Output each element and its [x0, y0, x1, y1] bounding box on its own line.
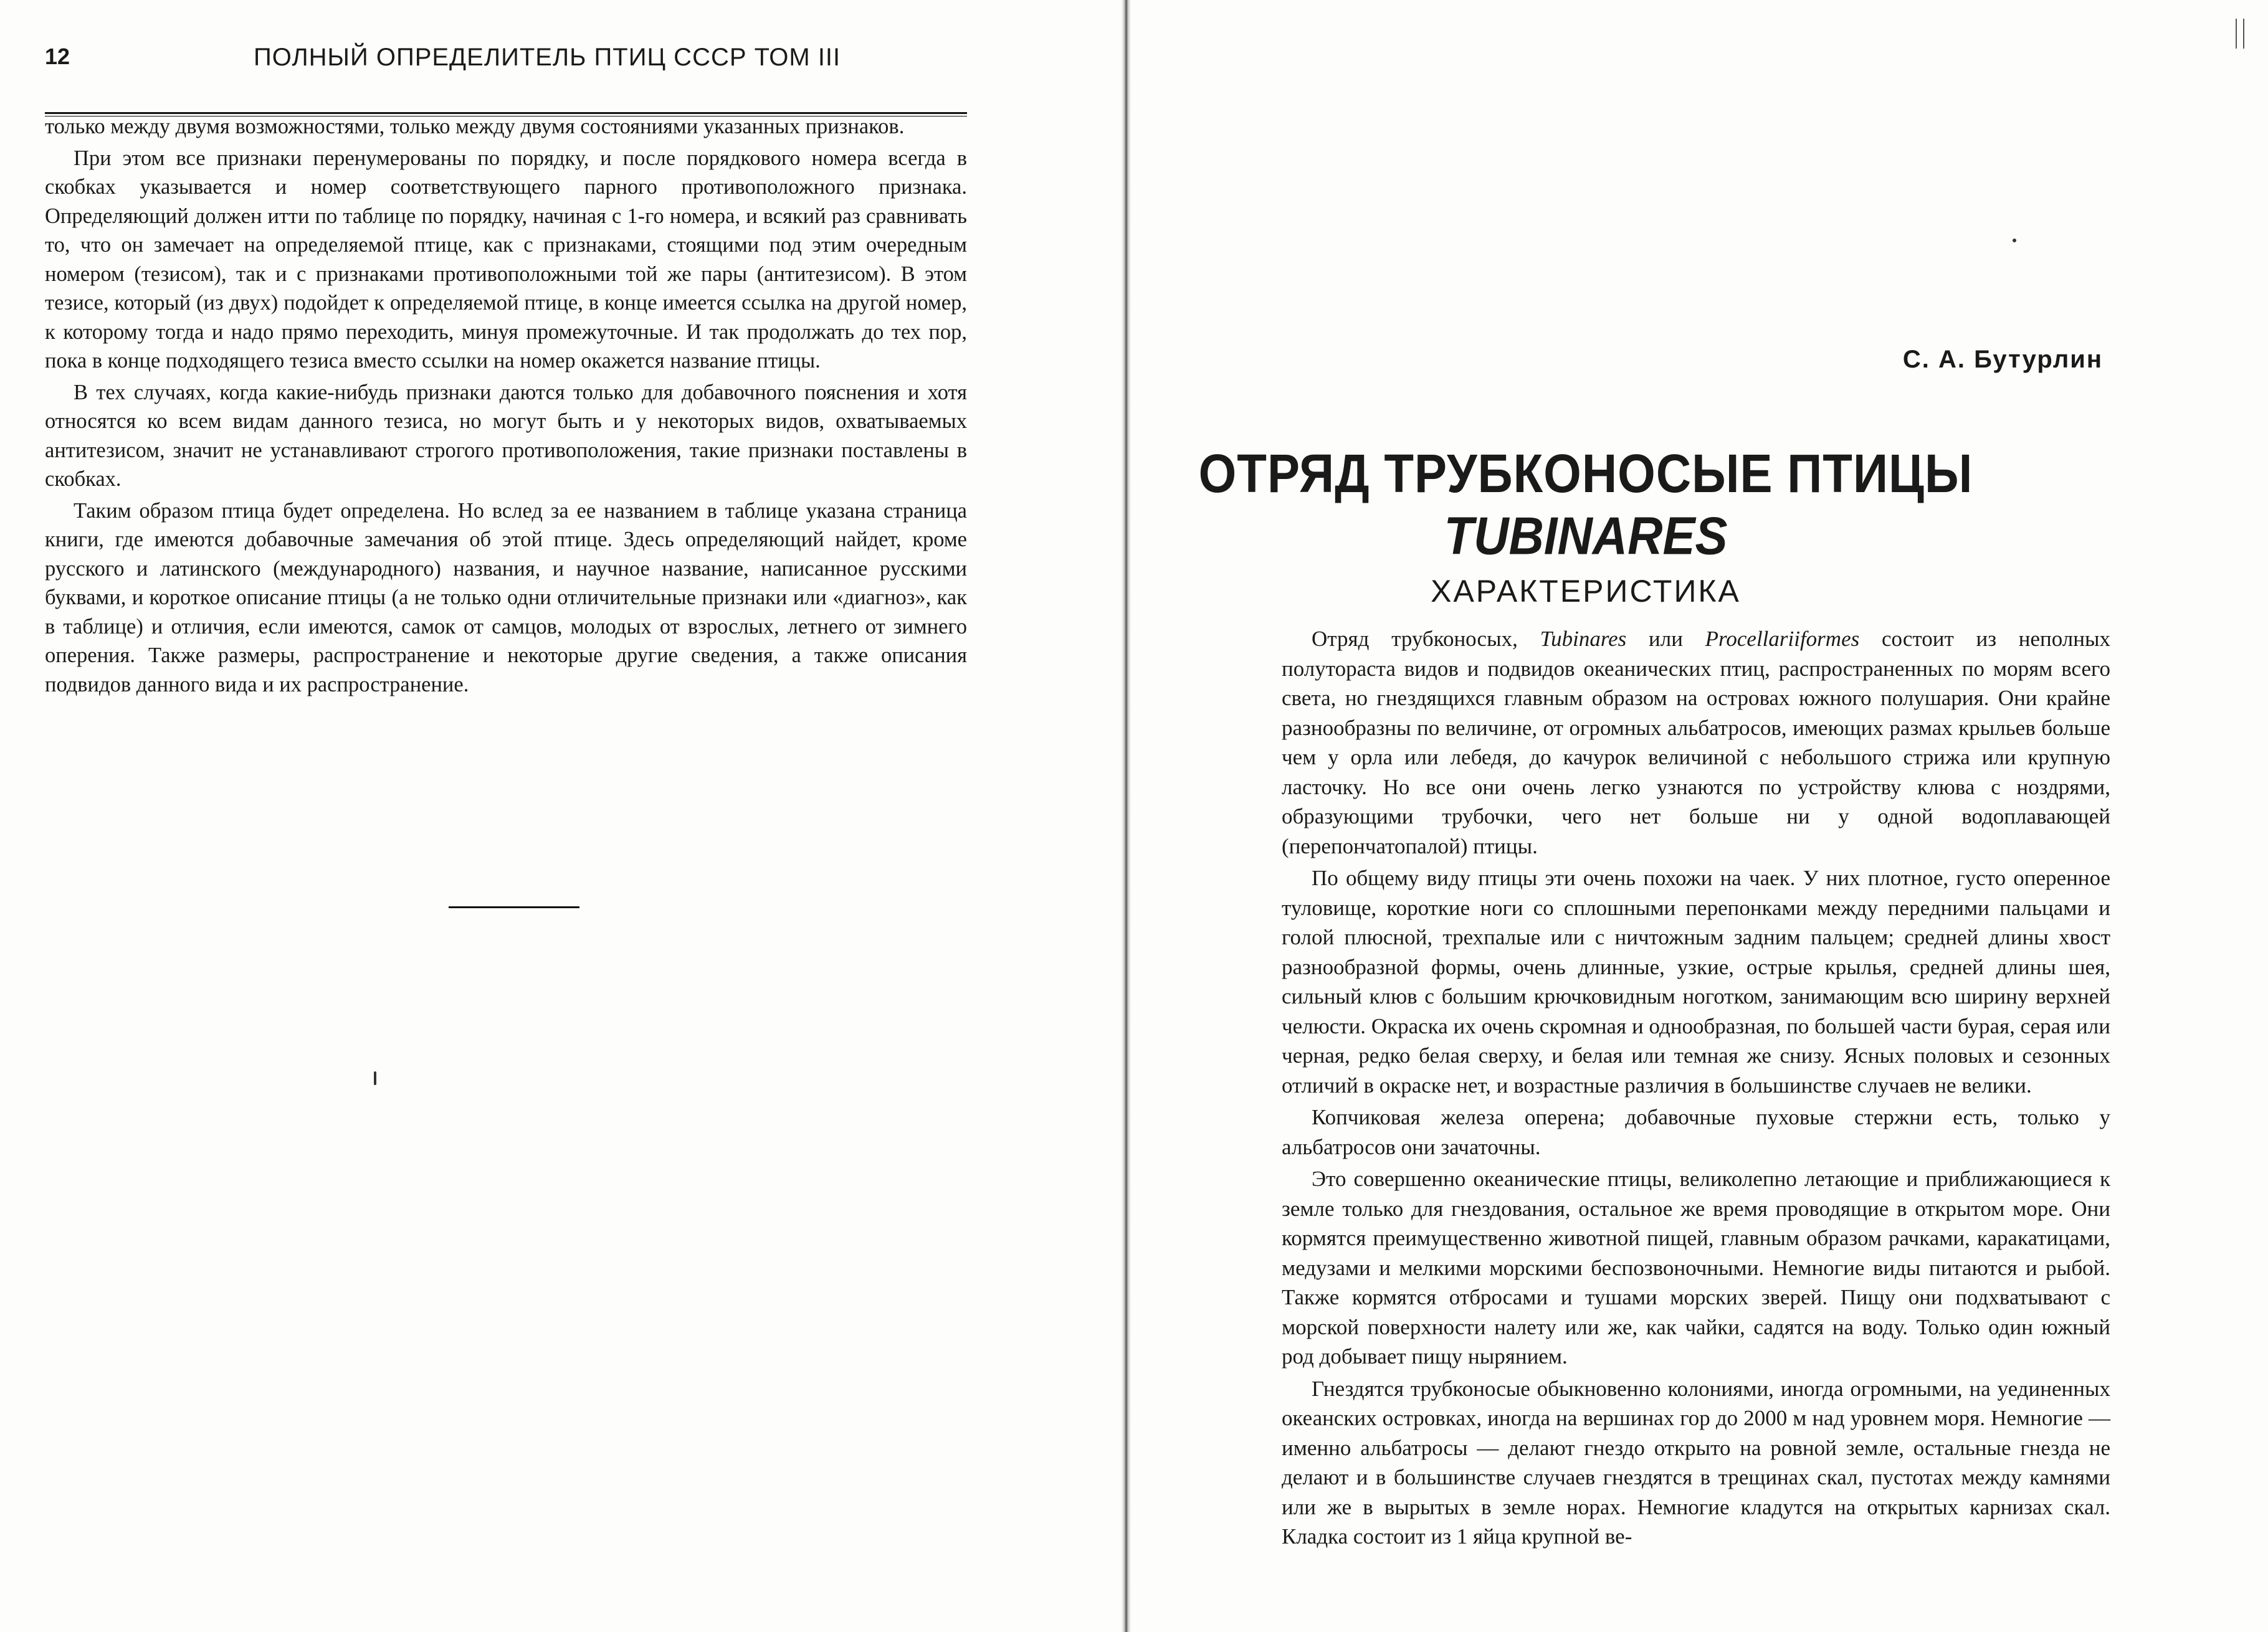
paragraph: Гнездятся трубконосые обыкновенно колониями, иногда огромными, на уединенных океанских островках, иногда на вершинах гор до 2000 м над уровнем моря. Немногие — именно альбатросы — делают гнездо открыто на ровной земле, остальные гнезда не делают и в большинстве случаев гнездятся в трещинах скал, пустотах между камнями или же в вырытых в земле норах. Немногие кладутся на открытых карнизах скал. Кладка состоит из 1 яйца крупной ве- — [1282, 1376, 2110, 1549]
scan-corner-mark — [2236, 19, 2244, 49]
paragraph: только между двумя возможностями, только между двумя состояниями указанных признаков. — [45, 115, 905, 138]
right-page — [1131, 0, 2268, 1632]
latin-term: Procellariiformes — [1705, 627, 1860, 651]
paragraph — [1282, 624, 2110, 861]
right-body-text — [1282, 624, 2110, 1554]
paragraph: Таким образом птица будет определена. Но вслед за ее названием в таблице указана страница книги, где имеются добавочные замечания об этой птице. Здесь определяющий найдет, кроме русского и латинского (международного) названия, и научное название, написанное русскими буквами, и короткое описание птицы (а не только одни отличительные признаки или «диагноз», как в таблице) и отличия, если имеются, самок от самцов, молодых от взрослых, летнего от зимнего оперения. Также размеры, распространение и некоторые другие сведения, а также описания подвидов данного вида и их распространение. — [45, 498, 967, 696]
paragraph: В тех случаях, когда какие-нибудь признаки даются только для добавочного пояснения и хотя относятся ко всем видам данного тезиса, но могут быть и у некоторых видов, охватываемых антитезисом, значит не устанавливают строгого противоположения, такие признаки поставлены в скобках. — [45, 380, 967, 491]
scan-speck — [374, 1071, 376, 1085]
section-heading: ХАРАКТЕРИСТИКА — [1431, 574, 1741, 609]
author-name: С. А. Бутурлин — [1902, 346, 2103, 373]
book-gutter — [1122, 0, 1131, 1632]
paragraph: Копчиковая железа оперена; добавочные пуховые стержни есть, только у альбатросов они зачаточны. — [1282, 1105, 2110, 1159]
scan-speck — [2013, 239, 2016, 242]
left-page — [0, 0, 1122, 1632]
order-title: ОТРЯД ТРУБКОНОСЫЕ ПТИЦЫ — [1198, 442, 1973, 505]
latin-term: Tubinares — [1540, 627, 1627, 651]
order-latin-name: TUBINARES — [1444, 505, 1728, 566]
section-end-rule — [449, 906, 579, 908]
paragraph: По общему виду птицы эти очень похожи на чаек. У них плотное, густо оперенное туловище, короткие ноги со сплошными перепонками между передними пальцами и голой плюсной, трехпалые или с ничтожным задним пальцем; средней длины хвост разнообразной формы, очень длинные, узкие, острые крылья, средней длины шея, сильный клюв с большим крючковидным ноготком, занимающим всю ширину верхней челюсти. Окраска их очень скромная и однообразная, по большей части бурая, серая или черная, редко белая сверху, и белая или темная же снизу. Ясных половых и сезонных отличий в окраске нет, и возрастные различия в большинстве случаев не велики. — [1282, 866, 2110, 1098]
running-head — [45, 39, 967, 76]
paragraph: Это совершенно океанические птицы, великолепно летающие и приближающиеся к земле только для гнездования, остальное же время проводящие в открытом море. Они кормятся преимущественно животной пищей, главным образом рачками, каракатицами, медузами и мелкими морскими беспозвоночными. Немногие виды питаются и рыбой. Также кормятся отбросами и тушами морских зверей. Пищу они подхватывают с морской поверхности налету или же, как чайки, садятся на воду. Только один южный род добывает пищу нырянием. — [1282, 1167, 2110, 1369]
left-body-text — [45, 112, 967, 701]
paragraph: При этом все признаки перенумерованы по порядку, и после порядкового номера всегда в скобках указывается и номер соответствующего парного противоположного признака. Определяющий должен итти по таблице по порядку, начиная с 1-го номера, и всякий раз сравнивать то, что он замечает на определяемой птице, как с признаками, стоящими под этим очередным номером (тезисом), так и с признаками противоположными той же пары (антитезисом). В этом тезисе, который (из двух) подойдет к определяемой птице, в конце имеется ссылка на другой номер, к которому тогда и надо прямо переходить, минуя промежуточные. И так продолжать до тех пор, пока в конце подходящего тезиса вместо ссылки на номер окажется название птицы. — [45, 146, 967, 372]
paragraph-text: состоит из неполных полутораста видов и подвидов океанических птиц, распространенных по морям всего света, но гнездящихся главным образом на островах южного полушария. Они крайне разнообразны по величине, от огромных альбатросов, имеющих размах крыльев больше чем у орла или лебедя, до качурок величиной с небольшого стрижа или крупную ласточку. Но все они очень легко узнаются по устройству клюва с ноздрями, образующими трубочки, чего нет больше ни у одной водоплавающей (перепончатопалой) птицы. — [1282, 627, 2110, 858]
paragraph-text: или — [1626, 627, 1705, 651]
paragraph-text: Отряд трубконосых, — [1312, 627, 1540, 651]
page-number: 12 — [45, 44, 70, 69]
running-head-title: ПОЛНЫЙ ОПРЕДЕЛИТЕЛЬ ПТИЦ СССР ТОМ III — [254, 44, 841, 71]
